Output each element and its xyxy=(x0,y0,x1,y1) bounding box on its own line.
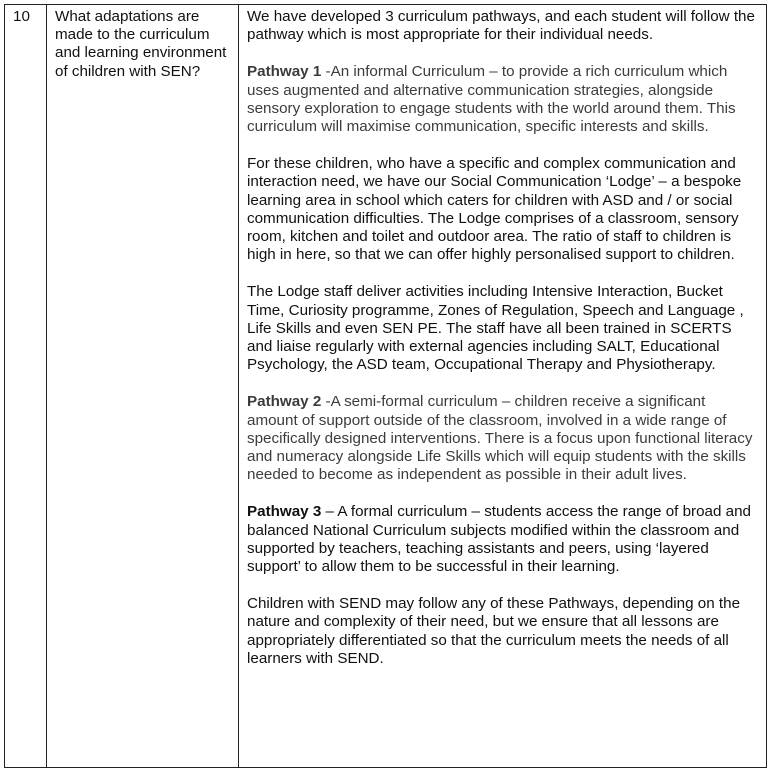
pathway-2-label: Pathway 2 xyxy=(247,393,322,411)
pathway-2-text: -A semi-formal curriculum – children receive a significant amount of support outside of the classroom, involved in a wide range of specifically designed interventions. There is a focus upon functional literacy and numeracy alongside Life Skills which will equip students with the skills needed to become as independent as possible in their adult lives. xyxy=(247,393,753,484)
pathway-1-label: Pathway 1 xyxy=(247,63,322,81)
pathway-1-text: -An informal Curriculum – to provide a rich curriculum which uses augmented and alternative communication strategies, alongside sensory exploration to engage students with the world around them. This curriculum will maximise communication, specific interests and skills. xyxy=(247,63,736,136)
pathway-3-label: Pathway 3 xyxy=(247,503,322,521)
closing-paragraph: Children with SEND may follow any of these Pathways, depending on the nature and complexity of their need, but we ensure that all lessons are appropriately differentiated so that the curriculum meets the needs of all learners with SEND. xyxy=(247,595,741,667)
pathway-2-paragraph xyxy=(247,393,760,484)
pathway-1-paragraph xyxy=(247,63,760,136)
answer-intro: We have developed 3 curriculum pathways, and each student will follow the pathway which is most appropriate for their individual needs. xyxy=(247,8,755,44)
question-text: What adaptations are made to the curriculum and learning environment of children with SEN? xyxy=(55,8,227,80)
pathway-3-paragraph xyxy=(247,503,760,576)
table-row xyxy=(5,5,767,768)
lodge-activities-paragraph: The Lodge staff deliver activities including Intensive Interaction, Bucket Time, Curiosity programme, Zones of Regulation, Speech and Language , Life Skills and even SEN PE. The staff have all been trained in SCERTS and liaise regularly with external agencies including SALT, Educational Psychology, the ASD team, Occupational Therapy and Physiotherapy. xyxy=(247,283,744,374)
lodge-intro-paragraph: For these children, who have a specific and complex communication and interaction need, we have our Social Communication ‘Lodge’ – a bespoke learning area in school which caters for children with ASD and / or social communication difficulties. The Lodge comprises of a classroom, sensory room, kitchen and toilet and outdoor area. The ratio of staff to children is high in here, so that we can offer highly personalised support to children. xyxy=(247,155,742,264)
pathway-3-text: – A formal curriculum – students access the range of broad and balanced National Curriculum subjects modified within the classroom and supported by teachers, teaching assistants and peers, using ‘layered support’ to allow them to be successful in their learning. xyxy=(247,503,752,576)
question-cell xyxy=(47,5,239,768)
row-number: 10 xyxy=(13,8,30,25)
row-number-cell xyxy=(5,5,47,768)
sen-info-table xyxy=(4,4,767,768)
answer-cell xyxy=(239,5,767,768)
